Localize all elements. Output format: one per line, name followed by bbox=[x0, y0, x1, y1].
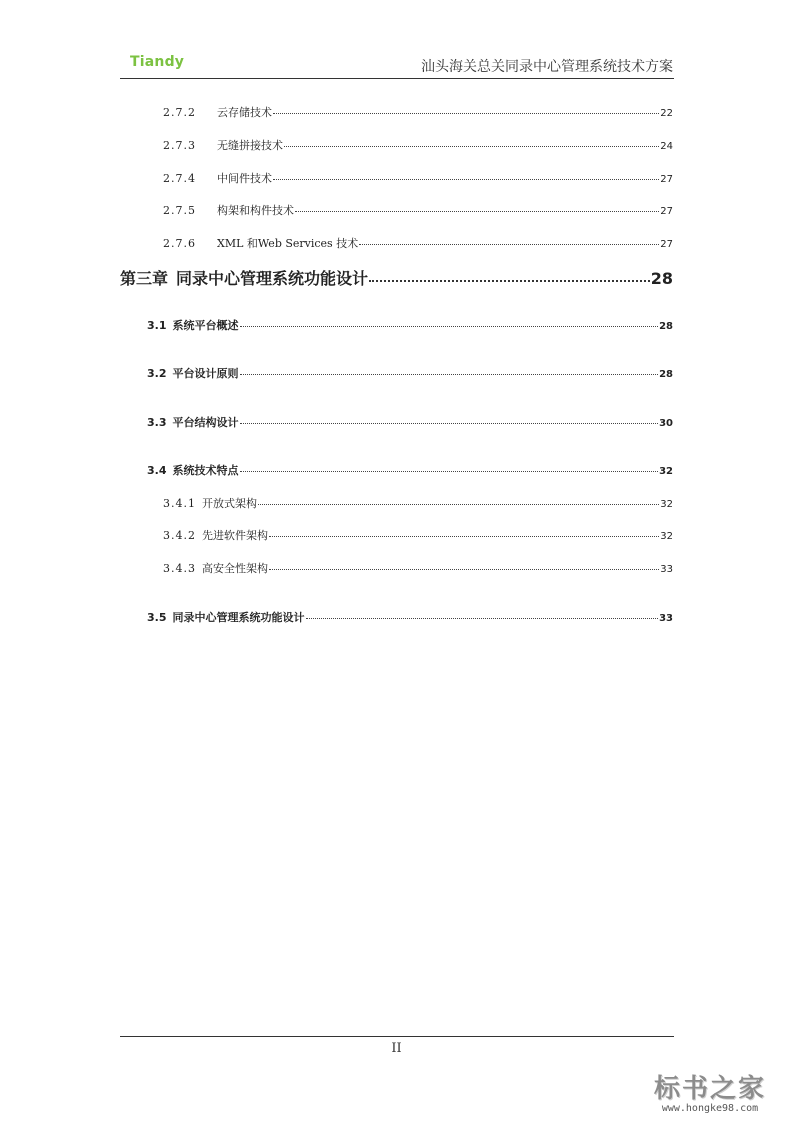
toc-chapter-entry[interactable] bbox=[120, 266, 673, 289]
toc-entry-title: 开放式架构 bbox=[202, 497, 257, 510]
footer-divider bbox=[120, 1036, 674, 1037]
dot-leader bbox=[369, 280, 650, 282]
toc-section-title: 系统平台概述 bbox=[172, 319, 239, 332]
dot-leader bbox=[240, 374, 659, 375]
toc-section-number: 3.5 bbox=[147, 611, 167, 624]
toc-section-entry[interactable] bbox=[147, 365, 673, 381]
toc-entry-number: 2.7.2 bbox=[163, 106, 196, 119]
dot-leader bbox=[359, 244, 659, 245]
toc-entry-page: 27 bbox=[660, 206, 673, 217]
toc-entry-title: 先进软件架构 bbox=[202, 529, 268, 542]
toc-entry-title: 构架和构件技术 bbox=[217, 204, 294, 217]
toc-section-entry[interactable] bbox=[147, 609, 673, 625]
toc-entry-page: 22 bbox=[660, 108, 673, 119]
toc-entry-title: 高安全性架构 bbox=[202, 562, 268, 575]
toc-entry-page: 33 bbox=[660, 564, 673, 575]
toc-section-title: 同录中心管理系统功能设计 bbox=[172, 611, 305, 624]
toc-entry-page: 32 bbox=[660, 531, 673, 542]
toc-entry-number: 3.4.2 bbox=[163, 529, 196, 542]
toc-entry-number: 2.7.6 bbox=[163, 237, 196, 250]
dot-leader bbox=[269, 569, 659, 570]
toc-section-entry[interactable] bbox=[147, 317, 673, 333]
toc-entry-title: XML 和Web Services 技术 bbox=[217, 237, 359, 250]
dot-leader bbox=[273, 113, 659, 114]
page-number: II bbox=[391, 1041, 402, 1056]
toc-entry[interactable] bbox=[163, 527, 673, 543]
toc-section-page: 28 bbox=[659, 321, 673, 332]
toc-chapter-title: 同录中心管理系统功能设计 bbox=[176, 269, 369, 288]
toc-section-number: 3.3 bbox=[147, 416, 167, 429]
dot-leader bbox=[306, 618, 659, 619]
toc-entry-number: 2.7.3 bbox=[163, 139, 196, 152]
dot-leader bbox=[258, 504, 659, 505]
toc-entry-page: 27 bbox=[660, 239, 673, 250]
toc-section-page: 30 bbox=[659, 418, 673, 429]
watermark-url: www.hongke98.com bbox=[661, 1103, 759, 1114]
toc-entry-number: 2.7.5 bbox=[163, 204, 196, 217]
toc-entry[interactable] bbox=[163, 235, 673, 251]
toc-entry-page: 32 bbox=[660, 499, 673, 510]
watermark-text: 标书之家 bbox=[653, 1074, 766, 1104]
toc-chapter-number: 第三章 bbox=[120, 269, 169, 288]
toc-entry-number: 2.7.4 bbox=[163, 172, 196, 185]
toc-entry-number: 3.4.3 bbox=[163, 562, 196, 575]
toc-section-entry[interactable] bbox=[147, 462, 673, 478]
toc-entry-page: 24 bbox=[660, 141, 673, 152]
toc-section-entry[interactable] bbox=[147, 414, 673, 430]
toc-entry-number: 3.4.1 bbox=[163, 497, 196, 510]
toc-section-page: 33 bbox=[659, 613, 673, 624]
toc-entry[interactable] bbox=[163, 202, 673, 218]
toc-entry[interactable] bbox=[163, 495, 673, 511]
watermark bbox=[635, 1068, 785, 1114]
header-divider bbox=[120, 78, 674, 79]
dot-leader bbox=[240, 326, 659, 327]
toc-entry[interactable] bbox=[163, 560, 673, 576]
dot-leader bbox=[295, 211, 659, 212]
toc-entry[interactable] bbox=[163, 104, 673, 120]
toc-chapter-page: 28 bbox=[650, 269, 673, 288]
toc-section-title: 系统技术特点 bbox=[172, 464, 239, 477]
toc-section-number: 3.1 bbox=[147, 319, 167, 332]
document-header-title: 汕头海关总关同录中心管理系统技术方案 bbox=[421, 59, 673, 75]
toc-section-title: 平台设计原则 bbox=[172, 367, 239, 380]
toc-entry-title: 云存储技术 bbox=[217, 106, 272, 119]
toc-section-number: 3.4 bbox=[147, 464, 167, 477]
dot-leader bbox=[284, 146, 659, 147]
toc-section-page: 32 bbox=[659, 466, 673, 477]
dot-leader bbox=[273, 179, 659, 180]
toc-entry[interactable] bbox=[163, 170, 673, 186]
dot-leader bbox=[240, 471, 659, 472]
toc-entry-title: 中间件技术 bbox=[217, 172, 272, 185]
dot-leader bbox=[269, 536, 659, 537]
logo: Tiandy bbox=[130, 54, 185, 70]
toc-section-number: 3.2 bbox=[147, 367, 167, 380]
toc-entry-page: 27 bbox=[660, 174, 673, 185]
toc-entry-title: 无缝拼接技术 bbox=[217, 139, 283, 152]
dot-leader bbox=[240, 423, 659, 424]
toc-section-title: 平台结构设计 bbox=[172, 416, 239, 429]
toc-entry[interactable] bbox=[163, 137, 673, 153]
toc-section-page: 28 bbox=[659, 369, 673, 380]
